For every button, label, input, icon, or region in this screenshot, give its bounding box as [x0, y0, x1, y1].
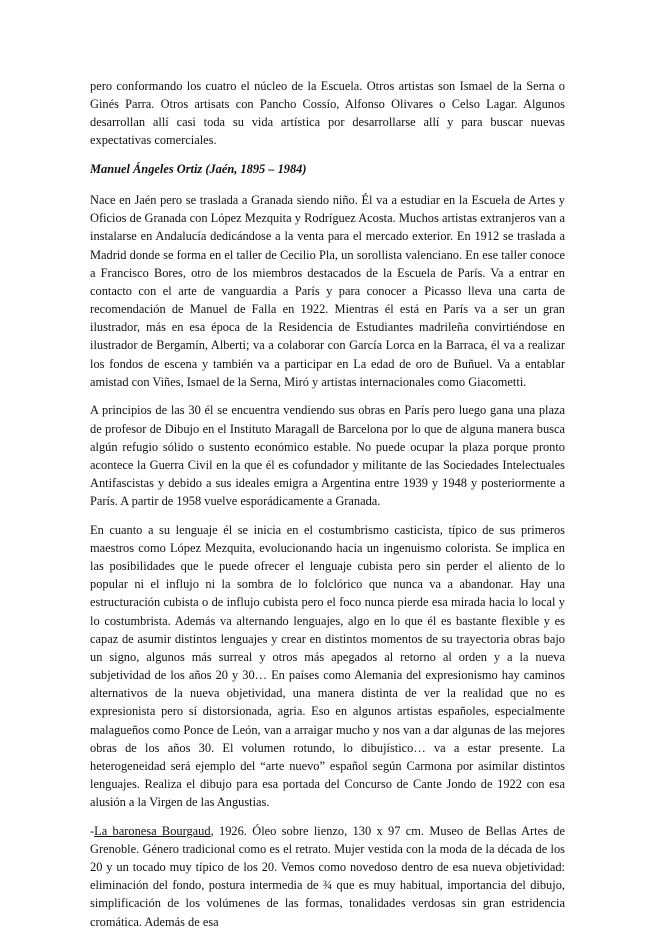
section-heading: Manuel Ángeles Ortiz (Jaén, 1895 – 1984): [90, 162, 307, 177]
artwork-description: , 1926. Óleo sobre lienzo, 130 x 97 cm. Museo de Bellas Artes de Grenoble. Género tradicional como es el retrato. Mujer vestida con la moda de la década de los 20 y un tocado muy típico de los 20. Vemos como novedoso dentro de esa nueva objetividad: eliminación del fondo, postura intermedia de ¾ que es muy habitual, importancia del dibujo, simplificación de los volúmenes de las formas, tonalidades verdosas sin gran estridencia cromática. Además de esa: [90, 823, 565, 929]
intro-paragraph: pero conformando los cuatro el núcleo de la Escuela. Otros artistas son Ismael de la Serna o Ginés Parra. Otros artisats con Pancho Cossío, Alfonso Olivares o Celso Lagar. Algunos desarrollan allí casi toda su vida artística por desarrollarse allí y para buscar nuevas expectativas comerciales.: [90, 79, 565, 148]
artwork-prefix: -: [90, 823, 95, 838]
paragraph-thirties: A principios de las 30 él se encuentra vendiendo sus obras en París pero luego gana una plaza de profesor de Dibujo en el Instituto Maragall de Barcelona por lo que de alguna manera busca algún refugio sólido o sustento económico estable. No puede ocupar la plaza porque pronto acontece la Guerra Civil en la que él es cofundador y militante de las Sociedades Intelectuales Antifascistas y debido a sus ideales emigra a Argentina entre 1939 y 1948 y posteriormente a París. A partir de 1958 vuelve esporádicamente a Granada.: [90, 403, 565, 509]
paragraph-biography: Nace en Jaén pero se traslada a Granada siendo niño. Él va a estudiar en la Escuela de Artes y Oficios de Granada con López Mezquita y Rodríguez Acosta. Muchos artistas extranjeros van a instalarse en Andalucía dedicándose a la venta para el mercado exterior. En 1912 se traslada a Madrid donde se forma en el taller de Cecilio Pla, un sorollista valenciano. En ese taller conoce a Francisco Bores, otro de los miembros destacados de la Escuela de París. Va a entrar en contacto con el arte de vanguardia a París y para conocer a Picasso lleva una carta de recomendación de Manuel de Falla en 1922. Mientras él está en París va a ser un gran ilustrador, más en esa época de la Residencia de Estudiantes madrileña convirtiéndose en ilustrador de Bergamín, Alberti; va a colaborar con García Lorca en la Barraca, él va a realizar los fondos de escena y también va a participar en La edad de oro de Buñuel. Va a entablar amistad con Viñes, Ismael de la Serna, Miró y artistas internacionales como Giacometti.: [90, 193, 565, 389]
artwork-title-link[interactable]: La baronesa Bourgaud: [94, 823, 211, 838]
paragraph-artwork: [90, 822, 565, 931]
paragraph-language: En cuanto a su lenguaje él se inicia en el costumbrismo casticista, típico de sus primeros maestros como López Mezquita, evolucionando hacia un ingenuismo colorista. Se implica en las posibilidades que le puede ofrecer el lenguaje cubista pero sin perder el aliento de lo popular ni el influjo ni la sombra de lo folclórico que nunca va a abandonar. Hay una estructuración cubista o de influjo cubista pero el foco nunca pierde esa mirada hacia lo local y lo costumbrista. Además va alternando lenguajes, algo en lo que él es bastante flexible y es capaz de asumir distintos lenguajes y crear en distintos momentos de su trayectoria obras bajo un signo, algunos más surreal y otros más apegados al retorno al orden y a la nueva subjetividad de los años 20 y 30… En países como Alemania del expresionismo hay caminos alternativos de la nueva objetividad, una manera distinta de ver la realidad que no es expresionista pero sí distorsionada, agria. Eso en algunos artistas españoles, especialmente malagueños como Ponce de León, van a arraigar mucho y nos van a dar algunas de las mejores obras de los años 30. El volumen rotundo, lo dibujístico… va a estar presente. La heterogeneidad será ejemplo del “arte nuevo” español según Carmona por asimilar distintos lenguajes. Realiza el dibujo para esa portada del Concurso de Cante Jondo de 1922 con esa alusión a la Virgen de las Angustias.: [90, 522, 565, 810]
document-page: [90, 77, 565, 941]
